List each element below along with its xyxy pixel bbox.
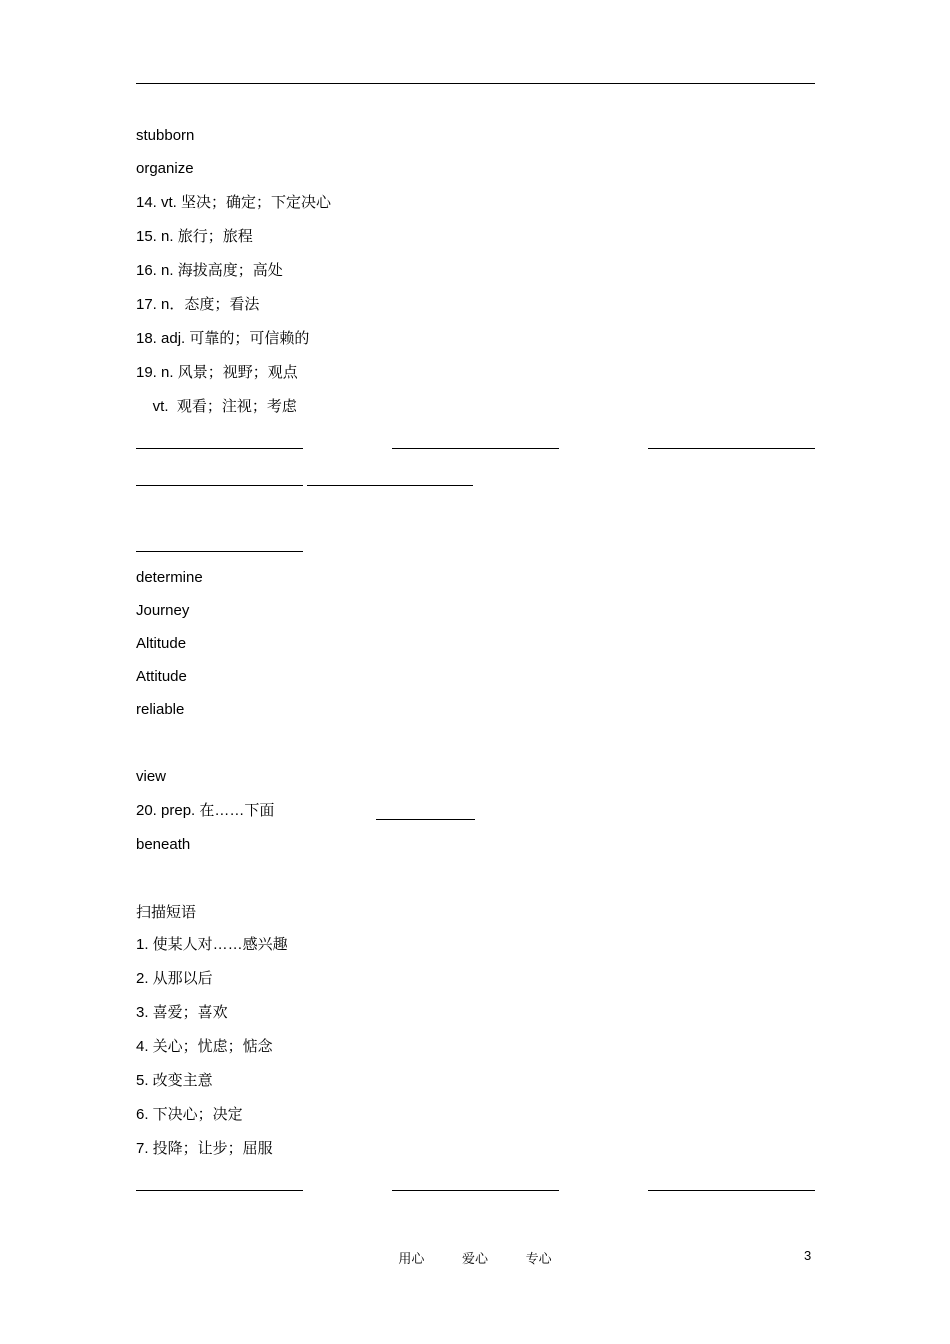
answer-blank bbox=[648, 1190, 815, 1191]
text-line: 18. adj. 可靠的；可信赖的 bbox=[136, 330, 310, 347]
footer-item: 用心 bbox=[398, 1251, 425, 1266]
text-line: 1. 使某人对……感兴趣 bbox=[136, 936, 288, 953]
page-number: 3 bbox=[804, 1248, 812, 1263]
text-line: 6. 下决心；决定 bbox=[136, 1106, 243, 1123]
text-line: 20. prep. 在……下面 bbox=[136, 802, 275, 819]
footer-item: 爱心 bbox=[461, 1251, 488, 1266]
text-line: 2. 从那以后 bbox=[136, 970, 213, 987]
text-line: stubborn bbox=[136, 127, 195, 144]
text-line: 15. n. 旅行；旅程 bbox=[136, 228, 253, 245]
text-line: organize bbox=[136, 160, 194, 177]
text-line: beneath bbox=[136, 836, 191, 853]
section-heading: 扫描短语 bbox=[136, 904, 197, 921]
text-line: Attitude bbox=[136, 668, 187, 685]
text-line: view bbox=[136, 768, 167, 785]
text-line: vt. 观看；注视；考虑 bbox=[136, 398, 297, 415]
answer-blank bbox=[136, 485, 303, 486]
answer-blank bbox=[307, 485, 473, 486]
answer-blank bbox=[136, 1190, 303, 1191]
text-line: 17. n．态度；看法 bbox=[136, 296, 260, 313]
answer-blank bbox=[392, 1190, 559, 1191]
answer-blank bbox=[136, 448, 303, 449]
text-line: Altitude bbox=[136, 635, 187, 652]
answer-blank bbox=[376, 819, 475, 820]
text-line: determine bbox=[136, 569, 203, 586]
text-line: 19. n. 风景；视野；观点 bbox=[136, 364, 298, 381]
text-line: 4. 关心；忧虑；惦念 bbox=[136, 1038, 273, 1055]
answer-blank bbox=[648, 448, 815, 449]
text-line: reliable bbox=[136, 701, 185, 718]
text-line: 14. vt. 坚决；确定；下定决心 bbox=[136, 194, 332, 211]
text-line: 3. 喜爱；喜欢 bbox=[136, 1004, 228, 1021]
text-line: 5. 改变主意 bbox=[136, 1072, 213, 1089]
text-line: 7. 投降；让步；屈服 bbox=[136, 1140, 273, 1157]
answer-blank bbox=[392, 448, 559, 449]
answer-blank bbox=[136, 551, 303, 552]
header-rule bbox=[136, 83, 815, 84]
footer-item: 专心 bbox=[525, 1251, 552, 1266]
text-line: Journey bbox=[136, 602, 190, 619]
text-line: 16. n. 海拔高度；高处 bbox=[136, 262, 283, 279]
